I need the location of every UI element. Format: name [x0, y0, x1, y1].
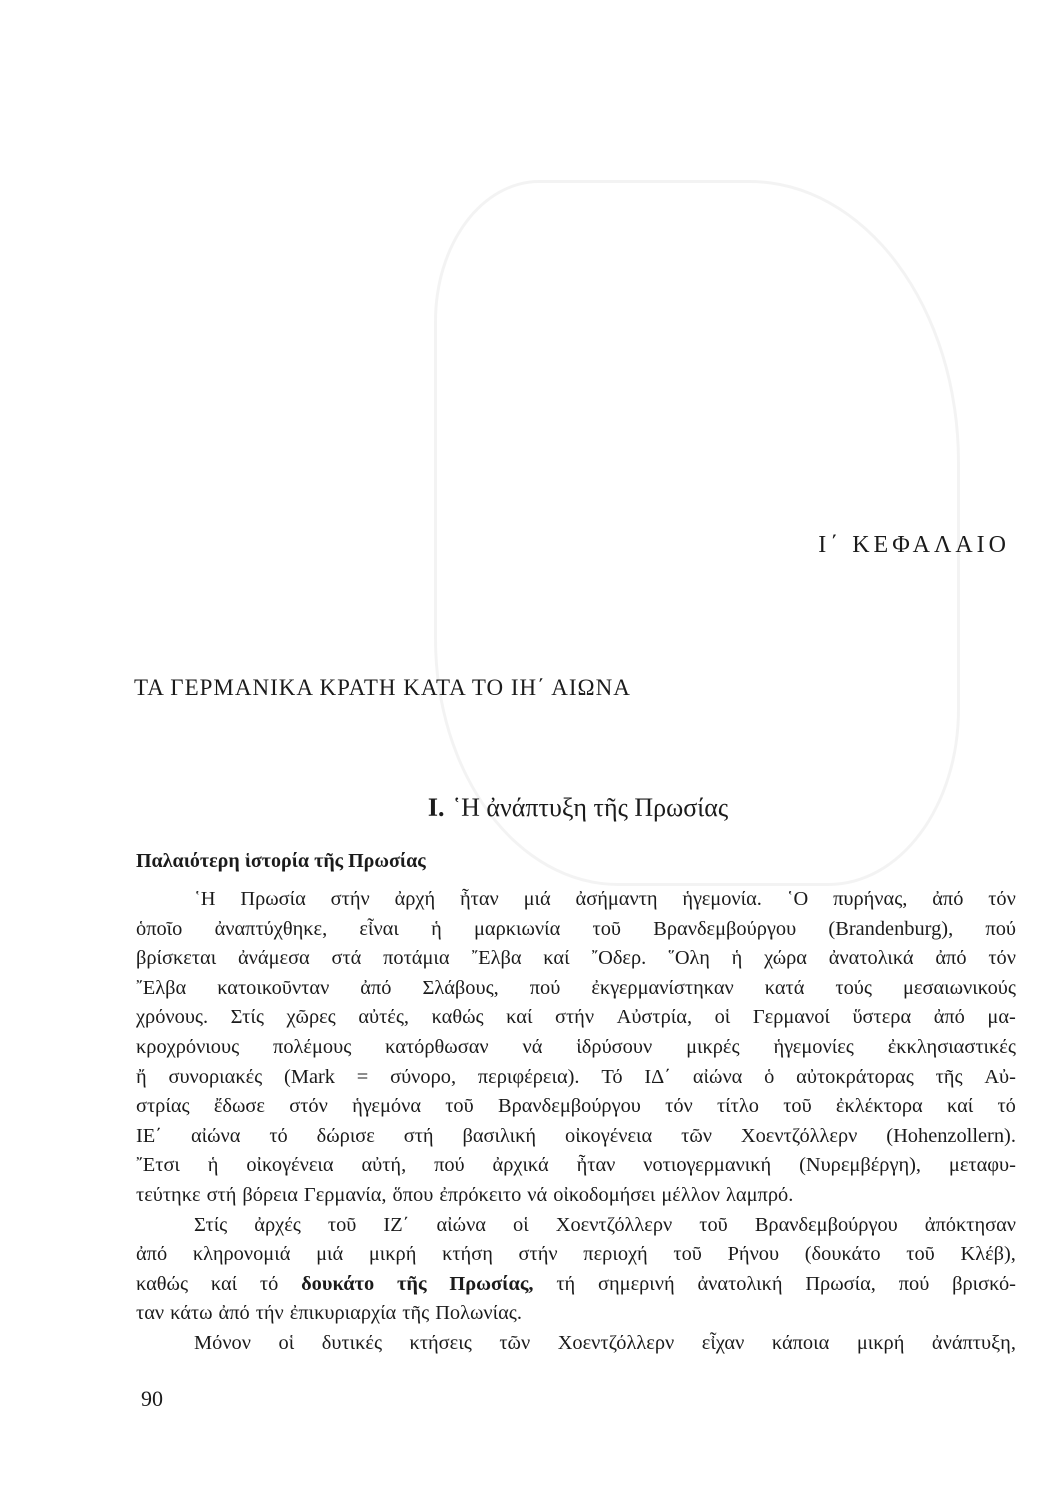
- word: βασιλική: [462, 1124, 537, 1147]
- word: κτήση: [442, 1243, 493, 1266]
- text-line: [136, 1240, 1016, 1270]
- word: στρίας: [136, 1095, 190, 1118]
- word: καί: [543, 947, 570, 970]
- word: οἱ: [513, 1213, 529, 1236]
- word: χρόνους.: [136, 1006, 209, 1029]
- word: τῆς: [402, 1302, 430, 1325]
- word: (Mark: [284, 1065, 335, 1088]
- word: ἦταν: [459, 888, 499, 910]
- word: τεύτηκε: [136, 1183, 201, 1206]
- word: =: [356, 1065, 369, 1088]
- word: Πρωσίας,: [449, 1272, 534, 1295]
- word: ἱδρύσουν: [576, 1035, 653, 1058]
- word: μιά: [316, 1243, 344, 1266]
- word: καί: [506, 1006, 533, 1029]
- word: Πρωσία,: [805, 1272, 876, 1295]
- word: τοῦ: [592, 917, 622, 940]
- word: ἀπό: [932, 888, 964, 910]
- word: μιά: [523, 888, 551, 910]
- word: λαμπρό.: [726, 1183, 794, 1206]
- word: πού: [529, 976, 561, 999]
- word: ῎Ελβα: [136, 976, 187, 999]
- chapter-title: ΤΑ ΓΕΡΜΑΝΙΚΑ ΚΡΑΤΗ ΚΑΤΑ ΤΟ ΙΗ΄ ΑΙΩΝΑ: [134, 675, 631, 700]
- word: ἡ: [731, 947, 743, 970]
- word: χῶρες: [286, 1006, 336, 1029]
- word: μα-: [987, 1006, 1016, 1029]
- word: καί: [946, 1095, 974, 1118]
- word: πυρήνας,: [833, 888, 908, 910]
- word: ἀνάπτυξη,: [931, 1331, 1016, 1354]
- word: (Brandenburg),: [828, 917, 954, 940]
- word: τοῦ: [906, 1243, 935, 1266]
- word: ποτάμια: [383, 947, 450, 970]
- word: ἀπό: [136, 1243, 168, 1266]
- text-line: [136, 1033, 1016, 1063]
- word: Πρωσία: [240, 888, 306, 910]
- word: τόν: [988, 888, 1016, 910]
- word: ῞Ολη: [668, 947, 710, 970]
- word: κατά: [764, 976, 805, 999]
- word: ῾Ο: [786, 888, 809, 910]
- word: (Νυρεμβέργη),: [799, 1154, 922, 1177]
- word: πού: [434, 1154, 465, 1177]
- word: ἀναπτύχθηκε,: [214, 917, 328, 940]
- page-number: 90: [141, 1386, 163, 1411]
- chapter-number: Ι΄ ΚΕΦΑΛΑΙΟ: [818, 532, 1010, 558]
- word: ῎Ελβα: [471, 947, 522, 970]
- word: βόρεια: [242, 1183, 298, 1206]
- word: Γερμανία,: [303, 1183, 387, 1206]
- word: τή: [556, 1272, 576, 1295]
- word: ἀπόκτησαν: [924, 1213, 1016, 1236]
- word: ἀπό: [360, 976, 392, 999]
- text-line: [136, 1299, 1016, 1329]
- word: ἀπό: [935, 947, 967, 970]
- word: ἀπό: [218, 1302, 250, 1325]
- word: στή: [403, 1124, 434, 1147]
- word: στή: [206, 1183, 237, 1206]
- word: βρισκό-: [952, 1272, 1016, 1295]
- word: τοῦ: [783, 1095, 812, 1118]
- word: τήν: [255, 1302, 284, 1325]
- word: ΙΖ΄: [383, 1213, 410, 1236]
- word: κάτω: [170, 1302, 213, 1325]
- word: τῆς: [935, 1065, 963, 1088]
- word: περιφέρεια).: [477, 1065, 580, 1088]
- word: μέλλον: [661, 1183, 721, 1206]
- word: ἡ: [207, 1154, 219, 1177]
- word: σύνορο,: [390, 1065, 457, 1088]
- subheading: Παλαιότερη ἱστορία τῆς Πρωσίας: [136, 850, 426, 872]
- word: τούς: [835, 976, 872, 999]
- word: τόν: [988, 947, 1016, 970]
- word: ἀρχικά: [492, 1154, 549, 1177]
- word: Κλέβ),: [960, 1243, 1016, 1266]
- word: δυτικές: [321, 1331, 383, 1354]
- word: Μόνον: [194, 1331, 251, 1354]
- word: καθώς: [136, 1272, 189, 1295]
- word: τίτλο: [716, 1095, 759, 1118]
- text-line: [136, 974, 1016, 1004]
- word: τῶν: [681, 1124, 712, 1147]
- word: Βρανδεμβούργου: [497, 1095, 641, 1118]
- word: εἶναι: [359, 917, 399, 940]
- word: ἤ: [136, 1065, 147, 1088]
- word: μικρή: [368, 1243, 417, 1266]
- word: τοῦ: [327, 1213, 357, 1236]
- word: ὅπου: [392, 1183, 434, 1206]
- word: μαρκιωνία: [473, 917, 561, 940]
- word: κληρονομιά: [192, 1243, 291, 1266]
- word: ὁ: [764, 1065, 775, 1088]
- word: νοτιογερμανική: [643, 1154, 772, 1177]
- word: καθώς: [431, 1006, 484, 1029]
- word: Αὐ-: [984, 1065, 1016, 1088]
- text-line: [136, 1003, 1016, 1033]
- word: οἰκοδομήσει: [553, 1183, 656, 1206]
- text-line: [136, 885, 1016, 915]
- word: αἰώνα: [436, 1213, 486, 1236]
- word: μικρή: [856, 1331, 905, 1354]
- word: Γερμανοί: [752, 1006, 830, 1029]
- section-title: ῾Η ἀνάπτυξη τῆς Πρωσίας: [452, 793, 729, 822]
- word: Τό: [601, 1065, 623, 1088]
- word: τοῦ: [699, 1213, 728, 1236]
- word: στόν: [289, 1095, 328, 1118]
- word: τοῦ: [445, 1095, 474, 1118]
- body-text: [136, 885, 1016, 1359]
- text-line: [136, 1211, 1016, 1241]
- text-line: [136, 1270, 1016, 1300]
- word: ἡ: [431, 917, 442, 940]
- word: οἰκογένεια: [565, 1124, 653, 1147]
- word: ἀπό: [933, 1006, 965, 1029]
- word: ταν: [136, 1302, 165, 1325]
- word: καί: [210, 1272, 238, 1295]
- word: ἀρχή: [394, 888, 436, 910]
- text-line: [136, 1092, 1016, 1122]
- word: τῆς: [396, 1272, 427, 1295]
- word: ἔδωσε: [213, 1095, 265, 1118]
- word: αἰώνα: [692, 1065, 743, 1088]
- word: Πολωνίας.: [435, 1302, 522, 1325]
- text-line: [136, 1329, 1016, 1359]
- text-line: [136, 915, 1016, 945]
- word: ῎Οδερ.: [591, 947, 647, 970]
- word: αἰώνα: [190, 1124, 241, 1147]
- word: ἡγεμονίες: [773, 1035, 854, 1058]
- word: αὐτές,: [358, 1006, 410, 1029]
- word: χώρα: [764, 947, 807, 970]
- word: κάποια: [771, 1331, 830, 1354]
- word: σημερινή: [597, 1272, 675, 1295]
- word: νά: [527, 1183, 548, 1206]
- word: (Hohenzollern).: [886, 1124, 1016, 1147]
- word: οἱ: [714, 1006, 731, 1029]
- text-line: [136, 1063, 1016, 1093]
- word: ἐκκλησιαστικές: [887, 1035, 1016, 1058]
- word: ἀνάμεσα: [237, 947, 310, 970]
- word: ὕστερα: [852, 1006, 912, 1029]
- text-line: [136, 1181, 1016, 1211]
- word: Ρήνου: [727, 1243, 780, 1266]
- word: ἐκλέκτορα: [835, 1095, 923, 1118]
- word: Αὐστρία,: [616, 1006, 693, 1029]
- word: Χοεντζόλλερν: [555, 1213, 673, 1236]
- word: Στίς: [230, 1006, 264, 1029]
- word: ΙΔ΄: [644, 1065, 672, 1088]
- word: κτήσεις: [409, 1331, 472, 1354]
- word: τοῦ: [673, 1243, 702, 1266]
- word: ἐπικυριαρχία: [289, 1302, 397, 1325]
- word: (δουκάτο: [804, 1243, 881, 1266]
- word: Σλάβους,: [422, 976, 499, 999]
- word: Χοεντζόλλερν: [740, 1124, 858, 1147]
- word: αὐτοκράτορας: [796, 1065, 914, 1088]
- word: πού: [898, 1272, 930, 1295]
- word: ἦταν: [576, 1154, 616, 1177]
- word: ΙΕ΄: [136, 1124, 163, 1147]
- word: ἀνατολικά: [828, 947, 914, 970]
- word: κροχρόνιους: [136, 1035, 240, 1058]
- word: οἰκογένεια: [246, 1154, 334, 1177]
- word: ὁποῖο: [136, 917, 183, 940]
- word: Βρανδεμβούργου: [754, 1213, 898, 1236]
- word: Στίς: [194, 1213, 228, 1236]
- word: βρίσκεται: [136, 947, 217, 970]
- word: πολέμους: [273, 1035, 352, 1058]
- word: ἀνατολική: [697, 1272, 783, 1295]
- section-heading: [0, 793, 1044, 823]
- word: ῎Ετσι: [136, 1154, 180, 1177]
- word: τό: [259, 1272, 279, 1295]
- word: ἡγεμόνα: [352, 1095, 421, 1118]
- word: στά: [331, 947, 362, 970]
- word: ῾Η: [194, 888, 216, 910]
- word: τό: [269, 1124, 288, 1147]
- word: τό: [997, 1095, 1016, 1118]
- word: ἐπρόκειτο: [439, 1183, 522, 1206]
- text-line: [136, 1151, 1016, 1181]
- word: τόν: [665, 1095, 693, 1118]
- word: εἶχαν: [701, 1331, 745, 1354]
- word: μεσαιωνικούς: [902, 976, 1016, 999]
- word: ἡγεμονία.: [682, 888, 762, 910]
- word: ἐκγερμανίστηκαν: [591, 976, 734, 999]
- word: στήν: [518, 1243, 558, 1266]
- word: μικρές: [686, 1035, 740, 1058]
- word: ἀρχές: [254, 1213, 301, 1236]
- word: περιοχή: [583, 1243, 648, 1266]
- word: μεταφυ-: [948, 1154, 1016, 1177]
- word: αὐτή,: [361, 1154, 407, 1177]
- text-line: [136, 1122, 1016, 1152]
- section-number: Ι.: [427, 793, 445, 822]
- word: τῶν: [499, 1331, 531, 1354]
- word: συνοριακές: [168, 1065, 263, 1088]
- word: Βρανδεμβούργου: [653, 917, 797, 940]
- word: δουκάτο: [301, 1272, 375, 1295]
- word: πού: [985, 917, 1016, 940]
- word: οἱ: [278, 1331, 295, 1354]
- word: στήν: [554, 1006, 595, 1029]
- word: κατοικοῦνταν: [217, 976, 330, 999]
- word: νά: [522, 1035, 543, 1058]
- word: κατόρθωσαν: [385, 1035, 489, 1058]
- text-line: [136, 944, 1016, 974]
- word: Χοεντζόλλερν: [557, 1331, 675, 1354]
- word: δώρισε: [316, 1124, 375, 1147]
- word: στήν: [330, 888, 370, 910]
- word: ἀσήμαντη: [575, 888, 658, 910]
